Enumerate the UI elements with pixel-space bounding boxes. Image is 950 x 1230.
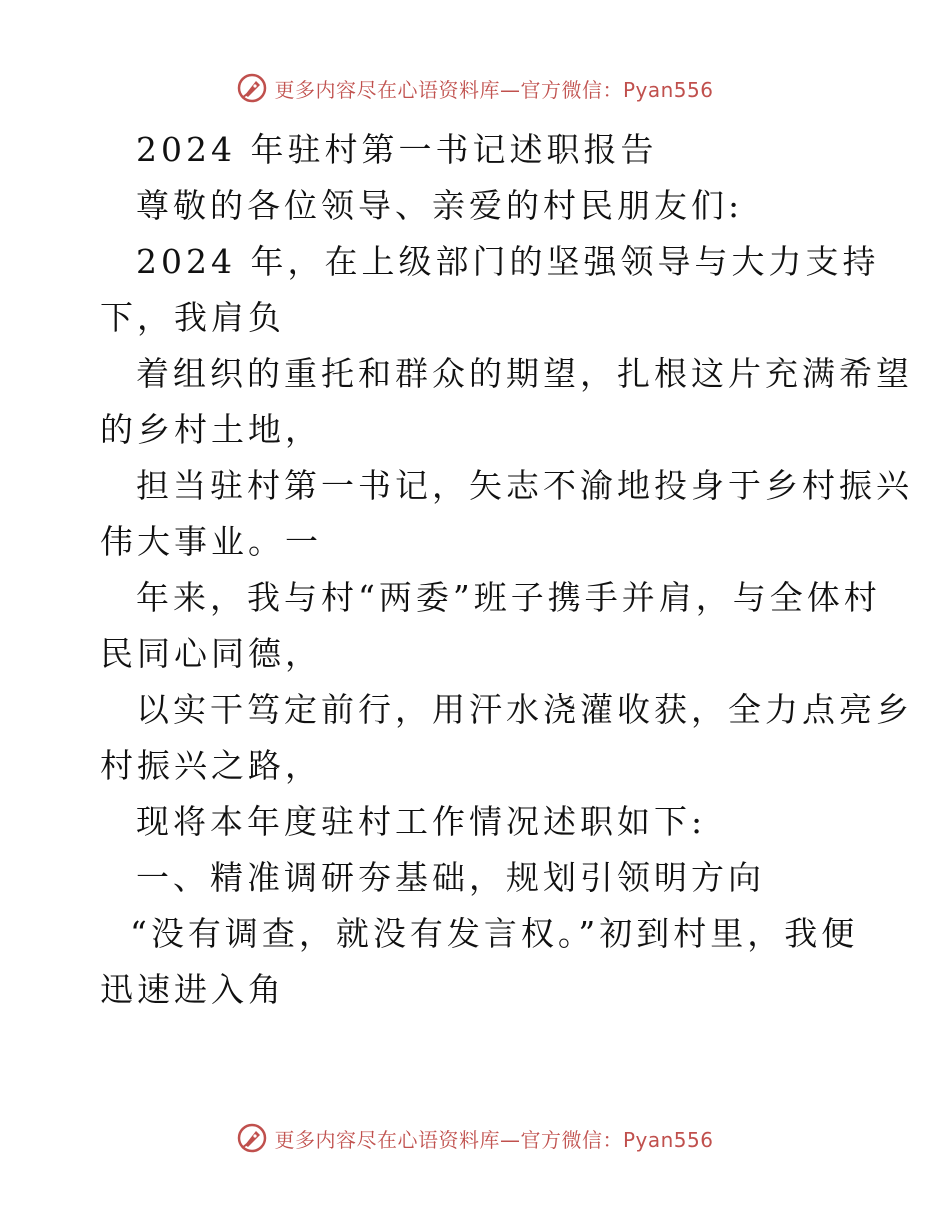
pen-nib-logo-icon — [236, 72, 268, 104]
paragraph-line: 伟大事业。一 — [100, 522, 322, 561]
section-heading: 一、精准调研夯基础，规划引领明方向 — [136, 858, 765, 897]
paragraph-line: 下，我肩负 — [100, 298, 285, 337]
paragraph-line: 年来，我与村“两委”班子携手并肩，与全体村 — [136, 578, 881, 617]
salutation: 尊敬的各位领导、亲爱的村民朋友们: — [136, 186, 744, 225]
footer-watermark-banner — [0, 1122, 950, 1154]
paragraph-line: 着组织的重托和群众的期望，扎根这片充满希望 — [136, 354, 913, 393]
document-body — [100, 122, 913, 1018]
paragraph-line: 的乡村土地， — [100, 410, 322, 449]
paragraph-line: 担当驻村第一书记，矢志不渝地投身于乡村振兴 — [136, 466, 913, 505]
document-title: 2024 年驻村第一书记述职报告 — [136, 130, 658, 169]
paragraph-line: 现将本年度驻村工作情况述职如下: — [136, 802, 707, 841]
paragraph-line: 2024 年，在上级部门的坚强领导与大力支持 — [136, 242, 880, 281]
paragraph-line: 村振兴之路， — [100, 746, 322, 785]
paragraph-line: “没有调查，就没有发言权。”初到村里，我便 — [130, 914, 859, 953]
paragraph-line: 迅速进入角 — [100, 970, 285, 1009]
footer-watermark-text: 更多内容尽在心语资料库—官方微信：Pyan556 — [274, 1127, 714, 1152]
header-watermark-banner — [0, 72, 950, 104]
pen-nib-logo-icon — [236, 1122, 268, 1154]
header-watermark-text: 更多内容尽在心语资料库—官方微信：Pyan556 — [274, 77, 714, 102]
paragraph-line: 以实干笃定前行，用汗水浇灌收获，全力点亮乡 — [136, 690, 913, 729]
paragraph-line: 民同心同德， — [100, 634, 322, 673]
